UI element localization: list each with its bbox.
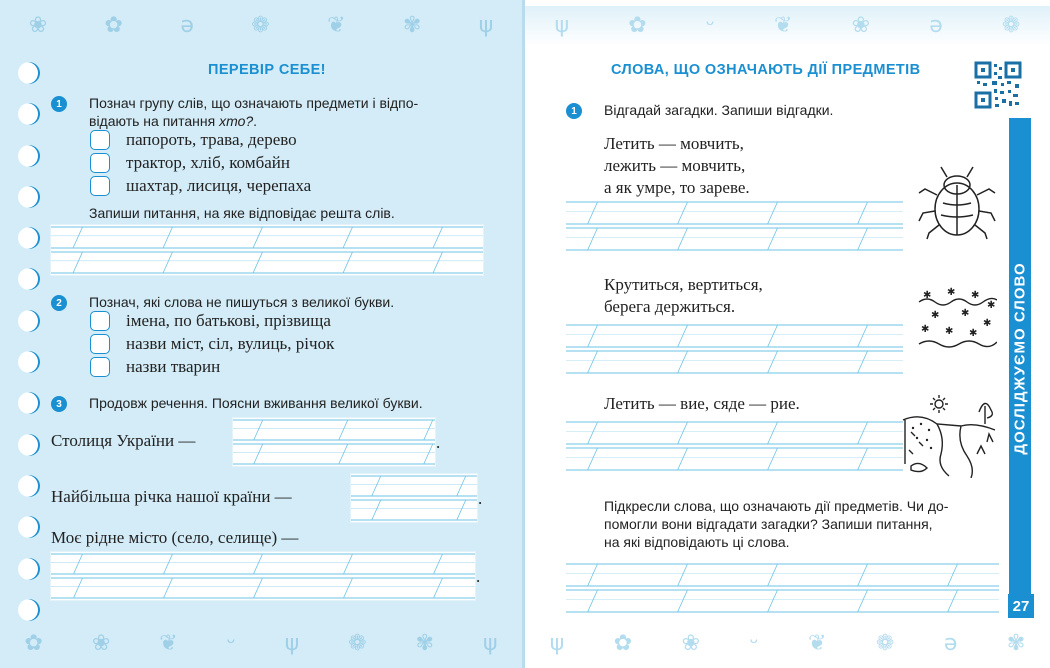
slant-line — [434, 554, 443, 574]
task-instruction: Відгадай загадки. Запиши відгадки. — [604, 102, 834, 118]
option-label: назви міст, сіл, вулиць, річок — [126, 334, 335, 353]
slant-line — [164, 554, 173, 574]
slant-line — [588, 202, 598, 224]
svg-text:✱: ✱ — [931, 310, 940, 321]
sentence-end: . — [476, 567, 481, 586]
leaf-icon: ❦ — [774, 13, 793, 38]
slant-line — [768, 228, 778, 250]
instruction-text: . — [253, 113, 258, 129]
task-number: 2 — [51, 295, 67, 311]
slant-line — [948, 590, 958, 612]
slant-line — [344, 554, 353, 574]
slant-line — [858, 564, 868, 586]
slant-line — [858, 325, 868, 347]
writing-lines[interactable] — [350, 473, 478, 523]
binder-hole — [18, 186, 40, 208]
flower-icon: ❁ — [348, 631, 367, 656]
svg-text:✱: ✱ — [945, 326, 954, 337]
slant-line — [254, 444, 263, 464]
slant-line — [948, 564, 958, 586]
ruled-lines — [233, 418, 435, 466]
writing-lines[interactable] — [566, 200, 903, 252]
binder-hole — [18, 62, 40, 84]
writing-lines[interactable] — [566, 323, 903, 375]
slant-line — [768, 590, 778, 612]
binder-hole — [18, 268, 40, 290]
decorative-ornament-top — [0, 6, 522, 46]
binder-hole — [18, 434, 40, 456]
flower-icon: ❁ — [1001, 13, 1021, 38]
flower-icon: ❁ — [251, 13, 270, 38]
option-label: трактор, хліб, комбайн — [126, 153, 290, 172]
slant-line — [73, 227, 82, 248]
svg-text:✱: ✱ — [983, 318, 992, 329]
slant-line — [339, 420, 348, 440]
slant-line — [372, 476, 381, 496]
instruction-line: помогли вони відгадати загадки? Запиши питання, — [604, 516, 933, 532]
slant-line — [678, 228, 688, 250]
writing-lines[interactable] — [232, 417, 436, 467]
svg-text:✱: ✱ — [969, 328, 978, 339]
slant-line — [433, 227, 442, 248]
checkbox[interactable] — [90, 130, 110, 150]
checkbox[interactable] — [90, 176, 110, 196]
slant-line — [588, 325, 598, 347]
option-label: назви тварин — [126, 357, 221, 376]
binder-holes — [18, 62, 40, 621]
sentence-prompt: Моє рідне місто (село, селище) — — [51, 528, 299, 547]
task-2-instruction: Познач, які слова не пишуться з великої букви. — [89, 294, 395, 310]
ruled-lines — [566, 323, 903, 375]
slant-line — [588, 228, 598, 250]
snail-icon: ǝ — [943, 631, 958, 656]
section-title-text: ДОСЛІДЖУЄМО СЛОВО — [1011, 261, 1029, 455]
instruction-line: Підкресли слова, що означають дії предметів. Чи до- — [604, 498, 949, 514]
riddle-line: Крутиться, вертиться, — [604, 275, 763, 294]
binder-hole — [18, 103, 40, 125]
slant-line — [424, 420, 433, 440]
option-row[interactable] — [90, 332, 334, 356]
bird-icon: ᵕ — [705, 13, 715, 38]
flower-icon: ❀ — [91, 631, 111, 656]
riddle — [604, 393, 800, 415]
writing-lines[interactable] — [566, 420, 903, 472]
grass-icon: ψ — [284, 631, 300, 656]
slant-line — [343, 252, 352, 273]
checkbox[interactable] — [90, 311, 110, 331]
slant-line — [588, 351, 598, 373]
slant-line — [253, 227, 262, 248]
left-page — [0, 0, 522, 668]
slant-line — [163, 227, 172, 248]
slant-line — [164, 578, 173, 598]
riddle-line: лежить — мовчить, — [604, 156, 746, 175]
bird-icon: ᵕ — [226, 631, 236, 656]
right-page — [525, 0, 1050, 668]
slant-line — [254, 578, 263, 598]
slant-line — [858, 422, 868, 444]
slant-line — [457, 500, 466, 520]
ruled-lines — [51, 552, 475, 600]
slant-line — [678, 422, 688, 444]
task-number: 1 — [51, 96, 67, 112]
task-number: 3 — [51, 396, 67, 412]
binder-hole — [18, 516, 40, 538]
svg-text:✱: ✱ — [987, 300, 996, 311]
option-row[interactable] — [90, 128, 297, 152]
page-number: 27 — [1008, 594, 1034, 618]
binder-hole — [18, 392, 40, 414]
slant-line — [678, 564, 688, 586]
sentence-end: . — [436, 433, 441, 452]
flower-icon: ✿ — [628, 13, 647, 38]
task-1-followup: Запиши питання, на яке відповідає решта слів. — [89, 205, 395, 221]
task-number: 1 — [566, 103, 582, 119]
landscape-icon — [901, 394, 997, 478]
ruled-lines — [566, 200, 903, 252]
writing-lines[interactable] — [50, 224, 484, 276]
option-label: папороть, трава, дерево — [126, 130, 297, 149]
option-label: шахтар, лисиця, черепаха — [126, 176, 312, 195]
writing-lines[interactable] — [50, 551, 476, 601]
grass-icon: ψ — [482, 631, 498, 656]
slant-line — [434, 578, 443, 598]
svg-text:✱: ✱ — [921, 324, 930, 335]
section-side-title — [1009, 118, 1031, 598]
binder-hole — [18, 145, 40, 167]
slant-line — [74, 554, 83, 574]
leaf-icon: ❦ — [808, 631, 827, 656]
grass-icon: ψ — [478, 13, 494, 38]
ruled-lines — [566, 420, 903, 472]
slant-line — [678, 325, 688, 347]
slant-line — [858, 448, 868, 470]
riddle-line: берега держиться. — [604, 297, 736, 316]
slant-line — [372, 500, 381, 520]
option-row[interactable] — [90, 309, 331, 333]
binder-hole — [18, 475, 40, 497]
slant-line — [678, 590, 688, 612]
slant-line — [678, 448, 688, 470]
svg-text:✱: ✱ — [961, 308, 970, 319]
slant-line — [163, 252, 172, 273]
leaf-icon: ❦ — [159, 631, 178, 656]
riddle — [604, 274, 763, 318]
riddle-line: Летить — мовчить, — [604, 134, 744, 153]
slant-line — [424, 444, 433, 464]
flower-icon: ✿ — [104, 13, 123, 38]
flower-icon: ✾ — [1006, 631, 1026, 656]
slant-line — [339, 444, 348, 464]
decorative-ornament-bottom — [525, 624, 1050, 664]
binder-hole — [18, 558, 40, 580]
bird-icon: ᵕ — [749, 631, 759, 656]
grass-icon: ψ — [549, 631, 565, 656]
slant-line — [588, 590, 598, 612]
ruled-lines — [566, 562, 999, 614]
page-title: СЛОВА, ЩО ОЗНАЧАЮТЬ ДІЇ ПРЕДМЕТІВ — [611, 62, 921, 78]
beetle-icon — [917, 163, 997, 241]
grass-icon: ψ — [554, 13, 570, 38]
svg-text:✱: ✱ — [923, 290, 932, 301]
slant-line — [433, 252, 442, 273]
slant-line — [457, 476, 466, 496]
flower-icon: ✿ — [24, 631, 43, 656]
option-row[interactable] — [90, 151, 290, 175]
slant-line — [73, 252, 82, 273]
slant-line — [768, 564, 778, 586]
slant-line — [858, 590, 868, 612]
slant-line — [588, 448, 598, 470]
decorative-ornament-bottom — [0, 624, 522, 664]
slant-line — [254, 420, 263, 440]
slant-line — [768, 422, 778, 444]
svg-text:✱: ✱ — [971, 290, 980, 301]
sentence-prompt: Столиця України — — [51, 431, 196, 450]
instruction-text: відають на питання — [89, 113, 220, 129]
flower-icon: ❀ — [681, 631, 701, 656]
task-1-instruction — [89, 94, 499, 130]
slant-line — [588, 564, 598, 586]
task-3-instruction: Продовж речення. Поясни вживання великої букви. — [89, 395, 423, 411]
binder-hole — [18, 227, 40, 249]
slant-line — [678, 202, 688, 224]
option-row[interactable] — [90, 355, 220, 379]
ruled-lines — [51, 225, 483, 275]
riddle-line: Летить — вие, сяде — рие. — [604, 394, 800, 413]
snowflakes-icon — [917, 284, 997, 354]
flower-icon: ❀ — [28, 13, 48, 38]
option-row[interactable] — [90, 174, 311, 198]
binder-hole — [18, 310, 40, 332]
writing-lines[interactable] — [566, 562, 999, 614]
slant-line — [768, 325, 778, 347]
svg-text:✱: ✱ — [947, 287, 956, 298]
slant-line — [858, 202, 868, 224]
riddle — [604, 133, 750, 199]
checkbox[interactable] — [90, 357, 110, 377]
slant-line — [254, 554, 263, 574]
instruction-line: Познач групу слів, що означають предмети і відпо- — [89, 95, 419, 111]
qr-code-icon[interactable] — [974, 61, 1022, 109]
slant-line — [768, 448, 778, 470]
riddle-line: а як умре, то зареве. — [604, 178, 750, 197]
slant-line — [344, 578, 353, 598]
flower-icon: ✾ — [415, 631, 434, 656]
slant-line — [588, 422, 598, 444]
snail-icon: ǝ — [180, 13, 194, 38]
checkbox[interactable] — [90, 153, 110, 173]
instruction-line: на які відповідають ці слова. — [604, 534, 790, 550]
page-title: ПЕРЕВІР СЕБЕ! — [208, 62, 326, 78]
flower-icon: ❀ — [851, 13, 871, 38]
snail-icon: ǝ — [929, 13, 943, 38]
slant-line — [768, 202, 778, 224]
slant-line — [858, 228, 868, 250]
slant-line — [74, 578, 83, 598]
sentence-prompt: Найбільша річка нашої країни — — [51, 487, 292, 506]
checkbox[interactable] — [90, 334, 110, 354]
binder-hole — [18, 351, 40, 373]
flower-icon: ✾ — [402, 13, 422, 38]
slant-line — [253, 252, 262, 273]
binder-hole — [18, 599, 40, 621]
decorative-ornament-top — [525, 6, 1050, 46]
option-label: імена, по батькові, прізвища — [126, 311, 331, 330]
flower-icon: ❁ — [875, 631, 895, 656]
instruction-italic: хто? — [219, 113, 254, 129]
ruled-lines — [351, 474, 477, 522]
final-instruction — [604, 497, 1004, 551]
slant-line — [768, 351, 778, 373]
flower-icon: ✿ — [613, 631, 633, 656]
slant-line — [858, 351, 868, 373]
sentence-end: . — [478, 489, 483, 508]
leaf-icon: ❦ — [327, 13, 346, 38]
slant-line — [678, 351, 688, 373]
slant-line — [343, 227, 352, 248]
